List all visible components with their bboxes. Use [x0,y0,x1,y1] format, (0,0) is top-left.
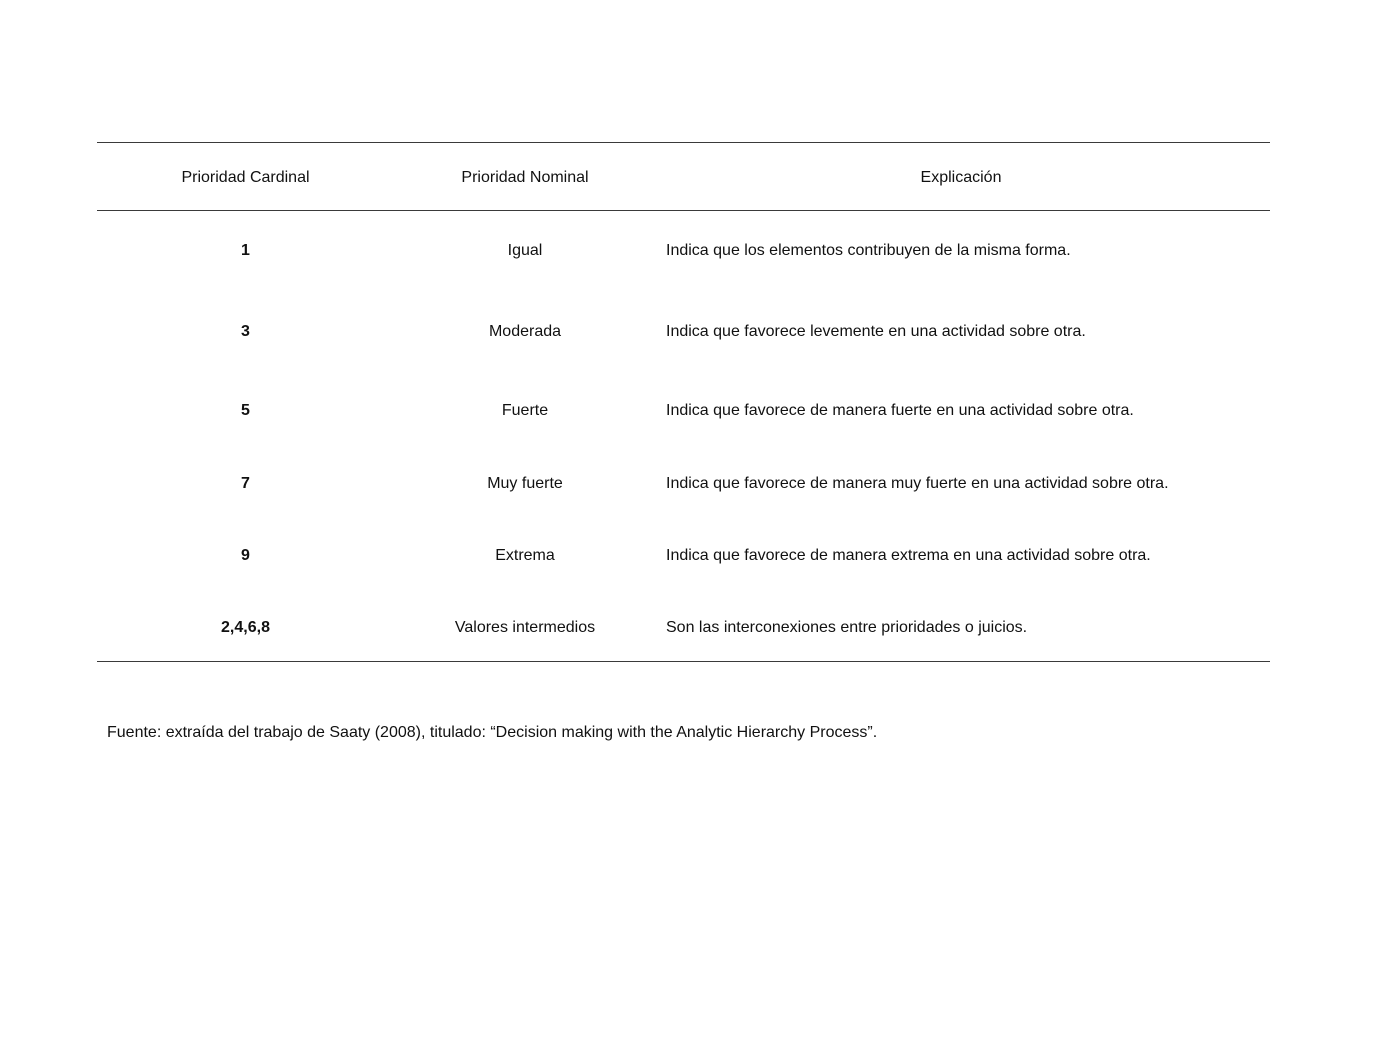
row-5-cardinal: 9 [241,547,250,564]
row-3-explanation: Indica que favorece de manera fuerte en una actividad sobre otra. [666,402,1134,419]
header-cardinal: Prioridad Cardinal [181,169,310,186]
row-6-nominal: Valores intermedios [454,619,596,636]
row-2-explanation: Indica que favorece levemente en una actividad sobre otra. [666,323,1086,340]
table-bottom-rule [97,661,1270,662]
row-4-cardinal: 7 [241,475,250,492]
row-5-nominal: Extrema [495,547,555,564]
row-1-cardinal: 1 [241,242,250,259]
row-1-explanation: Indica que los elementos contribuyen de la misma forma. [666,242,1071,259]
source-note: Fuente: extraída del trabajo de Saaty (2008), titulado: “Decision making with the Analytic Hierarchy Process”. [107,724,878,741]
table-header-rule [97,210,1270,211]
row-5-explanation: Indica que favorece de manera extrema en una actividad sobre otra. [666,547,1151,564]
row-4-nominal: Muy fuerte [487,475,563,492]
row-3-cardinal: 5 [241,402,250,419]
row-6-explanation: Son las interconexiones entre prioridades o juicios. [666,619,1028,636]
row-3-nominal: Fuerte [501,402,549,419]
row-4-explanation: Indica que favorece de manera muy fuerte en una actividad sobre otra. [666,475,1169,492]
row-1-nominal: Igual [507,242,543,259]
table-top-rule [97,142,1270,143]
row-2-cardinal: 3 [241,323,250,340]
header-nominal: Prioridad Nominal [461,169,589,186]
row-6-cardinal: 2,4,6,8 [221,619,270,636]
header-explanation: Explicación [920,169,1002,186]
row-2-nominal: Moderada [488,323,562,340]
